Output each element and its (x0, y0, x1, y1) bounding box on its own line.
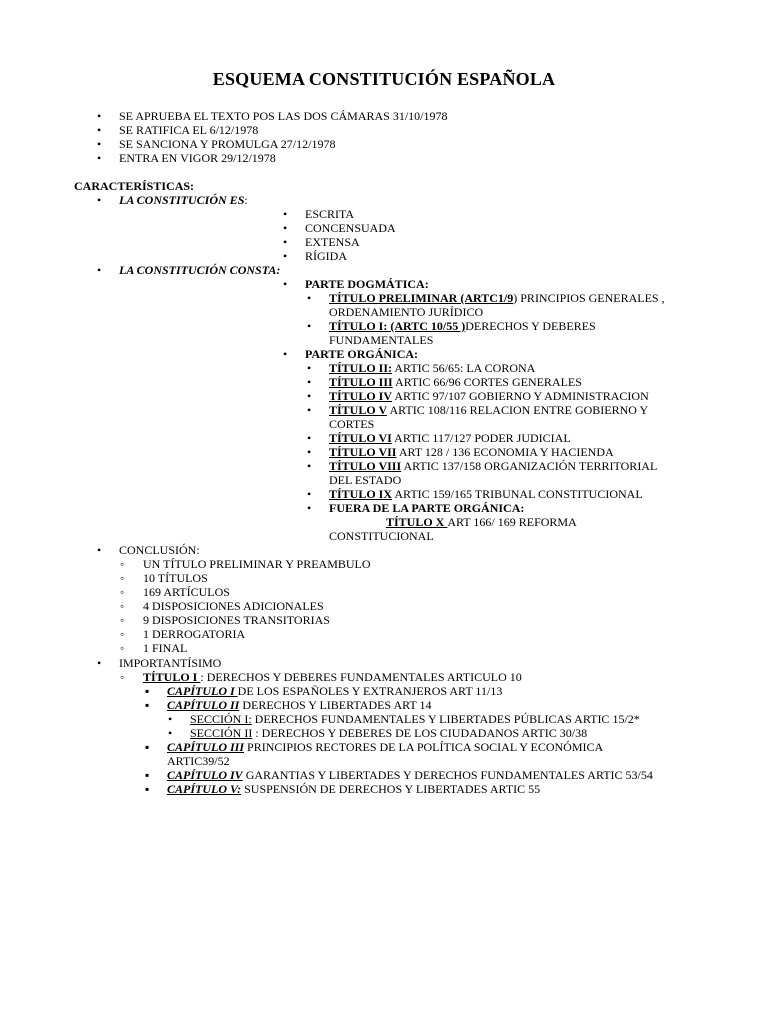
capitulo-line (167, 698, 432, 712)
titulo-desc: DERECHOS Y DEBERES (465, 319, 596, 333)
seccion-line (190, 712, 640, 726)
titulo-x-line (386, 515, 577, 529)
titulo-line (329, 375, 582, 389)
titulo-link-text: TÍTULO VII (329, 445, 397, 459)
constitucion-es-line (119, 193, 248, 207)
capitulo-line (167, 768, 653, 782)
conclusion-item: 1 FINAL (143, 641, 188, 655)
colon: : (244, 193, 248, 207)
circle-bullet-icon: ◦ (120, 613, 125, 627)
titulo-i-fundamental-line (143, 670, 522, 684)
bullet-icon: • (168, 712, 173, 726)
bullet-icon: • (307, 487, 312, 501)
fuera-organica-label: FUERA DE LA PARTE ORGÁNICA: (329, 501, 525, 515)
titulo-line (329, 389, 649, 403)
titulo-desc: ARTIC 117/127 PODER JUDICIAL (391, 431, 571, 445)
bullet-icon: • (307, 361, 312, 375)
bullet-icon: • (283, 235, 288, 249)
bullet-icon: • (283, 221, 288, 235)
bullet-icon: • (307, 291, 312, 305)
intro-item: SE RATIFICA EL 6/12/1978 (119, 123, 259, 137)
titulo-desc-cont: FUNDAMENTALES (329, 333, 434, 347)
circle-bullet-icon: ◦ (120, 641, 125, 655)
titulo-desc: ARTIC 66/96 CORTES GENERALES (392, 375, 582, 389)
bullet-icon: • (307, 403, 312, 417)
seccion-desc: DERECHOS FUNDAMENTALES Y LIBERTADES PÚBLICAS ARTIC 15/2* (251, 712, 640, 726)
titulo-desc: ART 166/ 169 REFORMA (447, 515, 577, 529)
bullet-icon: • (307, 319, 312, 333)
bullet-icon: • (97, 656, 102, 670)
parte-organica-label: PARTE ORGÁNICA: (305, 347, 419, 361)
capitulo-label: CAPÍTULO III (167, 740, 245, 754)
titulo-i-line (329, 319, 596, 333)
titulo-link-text: TÍTULO I: (ARTC 10/55 ) (329, 319, 466, 333)
titulo-desc-cont: DEL ESTADO (329, 473, 402, 487)
titulo-desc: ART 128 / 136 ECONOMIA Y HACIENDA (396, 445, 614, 459)
bullet-icon: • (97, 263, 102, 277)
circle-bullet-icon: ◦ (120, 557, 125, 571)
conclusion-item: 169 ARTÍCULOS (143, 585, 230, 599)
bullet-icon: • (307, 431, 312, 445)
conclusion-item: 4 DISPOSICIONES ADICIONALES (143, 599, 324, 613)
titulo-desc-cont: CONSTITUCIONAL (329, 529, 434, 543)
circle-bullet-icon: ◦ (120, 571, 125, 585)
titulo-desc: ARTIC 137/158 ORGANIZACIÓN TERRITORIAL (401, 459, 658, 473)
titulo-link-text: TÍTULO IX (329, 487, 393, 501)
titulo-desc: ARTIC 97/107 GOBIERNO Y ADMINISTRACION (392, 389, 649, 403)
titulo-link-text: TÍTULO I (143, 670, 201, 684)
es-item: RÍGIDA (305, 249, 347, 263)
titulo-line (329, 487, 643, 501)
constitucion-es-label: LA CONSTITUCIÓN ES (119, 193, 245, 207)
titulo-line (329, 403, 648, 417)
bullet-icon: • (97, 109, 102, 123)
bullet-icon: • (283, 277, 288, 291)
intro-item: SE APRUEBA EL TEXTO POS LAS DOS CÁMARAS 31/10/1978 (119, 109, 448, 123)
es-item: ESCRITA (305, 207, 355, 221)
capitulo-line (167, 740, 603, 754)
circle-bullet-icon: ◦ (120, 599, 125, 613)
titulo-link-text: TÍTULO PRELIMINAR (ARTC1/9 (329, 291, 514, 305)
titulo-line (329, 459, 657, 473)
document-title: ESQUEMA CONSTITUCIÓN ESPAÑOLA (212, 69, 556, 89)
titulo-link-text: TÍTULO IV (329, 389, 393, 403)
square-bullet-icon: ▪ (145, 782, 150, 796)
square-bullet-icon: ▪ (145, 684, 150, 698)
titulo-link-text: TÍTULO II: (329, 361, 393, 375)
seccion-line (190, 726, 587, 740)
seccion-label: SECCIÓN I: (190, 712, 252, 726)
bullet-icon: • (307, 375, 312, 389)
conclusion-item: 9 DISPOSICIONES TRANSITORIAS (143, 613, 330, 627)
bullet-icon: • (307, 389, 312, 403)
square-bullet-icon: ▪ (145, 768, 150, 782)
bullet-icon: • (307, 445, 312, 459)
bullet-icon: • (307, 501, 312, 515)
capitulo-desc: DERECHOS Y LIBERTADES ART 14 (239, 698, 432, 712)
capitulo-label: CAPÍTULO I (167, 684, 238, 698)
bullet-icon: • (97, 543, 102, 557)
titulo-desc: ARTIC 56/65: LA CORONA (392, 361, 536, 375)
titulo-desc-cont: ORDENAMIENTO JURÍDICO (329, 305, 484, 319)
bullet-icon: • (283, 207, 288, 221)
capitulo-line (167, 684, 502, 698)
seccion-desc: : DERECHOS Y DEBERES DE LOS CIUDADANOS ARTIC 30/38 (252, 726, 588, 740)
bullet-icon: • (97, 123, 102, 137)
capitulo-desc: DE LOS ESPAÑOLES Y EXTRANJEROS ART 11/13 (237, 684, 503, 698)
titulo-line (329, 431, 571, 445)
constitucion-consta-label: LA CONSTITUCIÓN CONSTA: (119, 263, 281, 277)
capitulo-desc: SUSPENSIÓN DE DERECHOS Y LIBERTADES ARTIC 55 (241, 782, 541, 796)
conclusion-item: UN TÍTULO PRELIMINAR Y PREAMBULO (143, 557, 371, 571)
intro-item: SE SANCIONA Y PROMULGA 27/12/1978 (119, 137, 336, 151)
titulo-desc: ARTIC 108/116 RELACION ENTRE GOBIERNO Y (387, 403, 649, 417)
capitulo-label: CAPÍTULO II (167, 698, 240, 712)
bullet-icon: • (307, 459, 312, 473)
importantisimo-label: IMPORTANTÍSIMO (119, 656, 222, 670)
conclusion-label: CONCLUSIÓN: (119, 543, 200, 557)
titulo-line (329, 445, 614, 459)
titulo-link-text: TÍTULO III (329, 375, 393, 389)
bullet-icon: • (283, 249, 288, 263)
bullet-icon: • (168, 726, 173, 740)
circle-bullet-icon: ◦ (120, 585, 125, 599)
intro-item: ENTRA EN VIGOR 29/12/1978 (119, 151, 276, 165)
es-item: EXTENSA (305, 235, 360, 249)
bullet-icon: • (97, 193, 102, 207)
titulo-link-text: TÍTULO X (386, 515, 448, 529)
titulo-preliminar-line (329, 291, 665, 305)
titulo-desc: : DERECHOS Y DEBERES FUNDAMENTALES ARTICULO 10 (200, 670, 522, 684)
capitulo-desc: GARANTIAS Y LIBERTADES Y DERECHOS FUNDAMENTALES ARTIC 53/54 (242, 768, 653, 782)
bullet-icon: • (97, 137, 102, 151)
conclusion-item: 10 TÍTULOS (143, 571, 208, 585)
titulo-link-text: TÍTULO V (329, 403, 388, 417)
es-item: CONCENSUADA (305, 221, 396, 235)
circle-bullet-icon: ◦ (120, 627, 125, 641)
capitulo-label: CAPÍTULO V: (167, 782, 242, 796)
titulo-desc: ) PRINCIPIOS GENERALES , (513, 291, 665, 305)
titulo-desc-cont: CORTES (329, 417, 375, 431)
conclusion-item: 1 DERROGATORIA (143, 627, 246, 641)
bullet-icon: • (283, 347, 288, 361)
square-bullet-icon: ▪ (145, 698, 150, 712)
capitulo-label: CAPÍTULO IV (167, 768, 243, 782)
seccion-label: SECCIÓN II (190, 726, 253, 740)
capitulo-line (167, 782, 540, 796)
titulo-link-text: TÍTULO VI (329, 431, 392, 445)
section-heading-caracteristicas: CARACTERÍSTICAS: (74, 179, 195, 193)
parte-dogmatica-label: PARTE DOGMÁTICA: (305, 277, 429, 291)
titulo-desc: ARTIC 159/165 TRIBUNAL CONSTITUCIONAL (392, 487, 643, 501)
titulo-line (329, 361, 535, 375)
titulo-link-text: TÍTULO VIII (329, 459, 402, 473)
bullet-icon: • (97, 151, 102, 165)
capitulo-desc: PRINCIPIOS RECTORES DE LA POLÍTICA SOCIAL Y ECONÓMICA (244, 740, 604, 754)
capitulo-desc-cont: ARTIC39/52 (167, 754, 230, 768)
circle-bullet-icon: ◦ (120, 670, 125, 684)
square-bullet-icon: ▪ (145, 740, 150, 754)
